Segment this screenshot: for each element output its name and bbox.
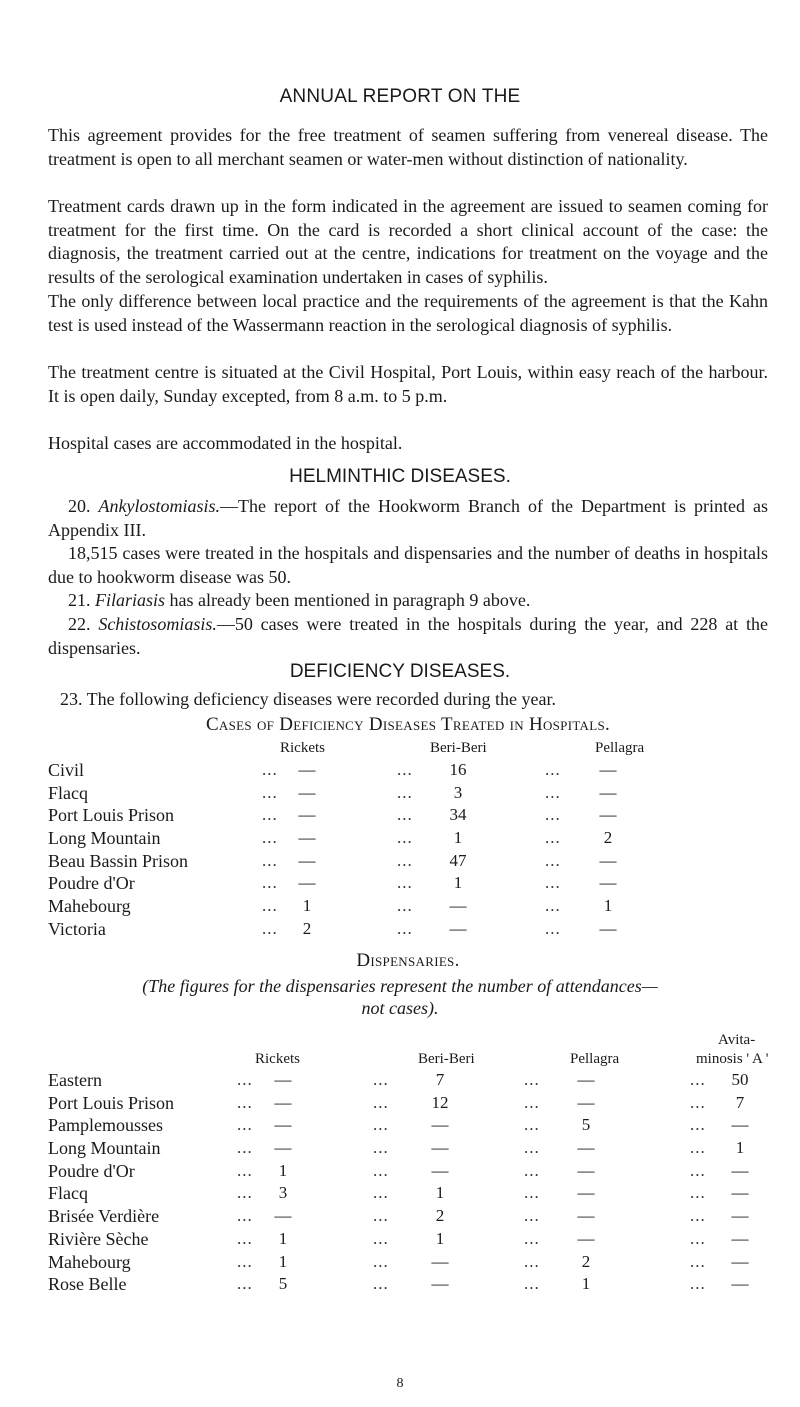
row-label: Eastern [48, 1070, 102, 1090]
dot-leader: ... [524, 1206, 540, 1226]
dot-leader: ... [690, 1092, 706, 1112]
dispensaries-table [0, 1032, 800, 1297]
dot-leader: ... [545, 805, 561, 825]
dot-leader: ... [690, 1183, 706, 1203]
dot-leader: ... [397, 828, 413, 848]
table-cell: 5 [581, 1115, 591, 1135]
dot-leader: ... [373, 1183, 389, 1203]
table-cell: 1 [453, 873, 463, 893]
table-row [0, 1274, 800, 1297]
paragraph-treatment-cards: Treatment cards drawn up in the form indicated in the agreement are issued to seamen coming for treatment for the first time. On the card is recorded a short clinical account of the case: the diagnosis, the treatment carried out at the centre, indications for treatment on the voyage and the results of the serological examination undertaken in cases of syphilis. [48, 196, 768, 287]
dot-leader: ... [524, 1115, 540, 1135]
table-row [0, 1183, 800, 1206]
table-cell: 34 [449, 805, 467, 825]
dot-leader: ... [397, 805, 413, 825]
table-cell: — [577, 1092, 595, 1112]
table-row [0, 851, 800, 874]
page-number: 8 [396, 1376, 404, 1391]
table-cell: — [599, 850, 617, 870]
paragraph-hospital-cases: Hospital cases are accommodated in the hospital. [48, 433, 403, 453]
table-row [0, 1070, 800, 1093]
table-cell: 5 [278, 1274, 288, 1294]
dot-leader: ... [373, 1228, 389, 1248]
para-number: 20. [68, 496, 91, 516]
table-cell: 3 [453, 782, 463, 802]
column-header-avitaminosis-line-2: minosis ' A ' [696, 1051, 769, 1067]
dot-leader: ... [373, 1115, 389, 1135]
dot-leader: ... [262, 828, 278, 848]
table-cell: 1 [581, 1274, 591, 1294]
table-cell: — [274, 1115, 292, 1135]
table-cell: 12 [431, 1092, 449, 1112]
para-text: —The report of the Hookworm Branch of the Department is printed as Appendix III. [48, 496, 768, 540]
table-cell: 7 [435, 1070, 445, 1089]
dot-leader: ... [545, 873, 561, 893]
table-row [0, 783, 800, 806]
table-cell: — [577, 1183, 595, 1203]
dot-leader: ... [397, 760, 413, 779]
dot-leader: ... [262, 805, 278, 825]
row-label: Mahebourg [48, 1251, 131, 1272]
dot-leader: ... [690, 1138, 706, 1158]
table-cell: 16 [449, 760, 467, 779]
column-header-pellagra: Pellagra [595, 740, 645, 756]
table-cell: — [298, 782, 316, 802]
table-cell: — [274, 1092, 292, 1112]
row-label: Civil [48, 760, 85, 780]
term-filariasis: Filariasis [95, 590, 166, 610]
table-row [0, 1138, 800, 1161]
table-cell: — [731, 1251, 749, 1271]
table-row [0, 828, 800, 851]
table-cell: — [599, 782, 617, 802]
para-number: 21. [68, 590, 91, 610]
dispensaries-table-header [0, 1032, 800, 1070]
table-cell: — [431, 1115, 449, 1135]
dot-leader: ... [545, 782, 561, 802]
table-cell: — [431, 1274, 449, 1294]
dot-leader: ... [545, 918, 561, 938]
table-cell: — [599, 873, 617, 893]
table-cell: — [577, 1206, 595, 1226]
table-cell: — [731, 1183, 749, 1203]
table-cell: — [298, 850, 316, 870]
dot-leader: ... [237, 1206, 253, 1226]
dot-leader: ... [397, 873, 413, 893]
table-cell: 2 [603, 828, 613, 848]
dot-leader: ... [524, 1183, 540, 1203]
dot-leader: ... [545, 896, 561, 916]
paragraph-schistosomiasis [48, 613, 768, 660]
dot-leader: ... [262, 850, 278, 870]
table-cell: — [731, 1274, 749, 1294]
dot-leader: ... [545, 850, 561, 870]
table-row [0, 1206, 800, 1229]
table-cell: 1 [435, 1228, 445, 1248]
paragraph-filariasis [48, 589, 768, 613]
table-cell: — [298, 760, 316, 779]
row-label: Poudre d'Or [48, 1160, 135, 1181]
paragraph-treatment-centre: The treatment centre is situated at the Civil Hospital, Port Louis, within easy reach of the harbour. It is open daily, Sunday excepted, from 8 a.m. to 5 p.m. [48, 362, 768, 406]
helminthic-heading: HELMINTHIC DISEASES. [289, 466, 511, 487]
table-cell: 1 [278, 1228, 288, 1248]
dispensaries-note-line-1: (The figures for the dispensaries represent the number of attendances— [142, 976, 658, 996]
dot-leader: ... [397, 782, 413, 802]
hospitals-table [0, 740, 800, 942]
table-cell: 1 [278, 1251, 288, 1271]
row-label: Mahebourg [48, 896, 131, 917]
table-cell: — [731, 1115, 749, 1135]
row-label: Long Mountain [48, 1138, 161, 1159]
row-label: Flacq [48, 782, 88, 803]
table-row [0, 1115, 800, 1138]
dispensaries-note [40, 975, 760, 1019]
table-cell: 3 [278, 1183, 288, 1203]
term-ankylostomiasis: Ankylostomiasis. [98, 496, 221, 516]
dot-leader: ... [237, 1115, 253, 1135]
dot-leader: ... [237, 1092, 253, 1112]
row-label: Beau Bassin Prison [48, 850, 189, 871]
table-row [0, 1252, 800, 1275]
table-row [0, 805, 800, 828]
row-label: Rivière Sèche [48, 1228, 149, 1249]
table-cell: — [431, 1160, 449, 1180]
dot-leader: ... [545, 828, 561, 848]
dot-leader: ... [373, 1251, 389, 1271]
dot-leader: ... [690, 1206, 706, 1226]
table-cell: — [577, 1070, 595, 1089]
row-label: Pamplemousses [48, 1115, 163, 1136]
table-cell: 1 [302, 896, 312, 916]
dot-leader: ... [373, 1206, 389, 1226]
hospitals-table-header [0, 740, 800, 760]
dot-leader: ... [373, 1160, 389, 1180]
para-text: has already been mentioned in paragraph 9 above. [169, 590, 531, 610]
page-title: ANNUAL REPORT ON THE [279, 86, 521, 107]
table-cell: — [431, 1138, 449, 1158]
dispensaries-note-line-2: not cases). [361, 998, 439, 1018]
dot-leader: ... [690, 1070, 706, 1089]
table-cell: — [274, 1138, 292, 1158]
dot-leader: ... [690, 1228, 706, 1248]
table-cell: — [298, 828, 316, 848]
table-cell: — [731, 1206, 749, 1226]
table-cell: — [731, 1228, 749, 1248]
dot-leader: ... [262, 782, 278, 802]
para-text: —50 cases were treated in the hospitals during the year, and 228 at the dispensaries. [48, 614, 768, 658]
table-cell: 50 [731, 1070, 749, 1089]
table-cell: — [298, 805, 316, 825]
table-cell: — [274, 1206, 292, 1226]
row-label: Poudre d'Or [48, 873, 135, 894]
table-cell: — [599, 805, 617, 825]
dot-leader: ... [237, 1070, 253, 1089]
paragraph-agreement: This agreement provides for the free treatment of seamen suffering from venereal disease. The treatment is open to all merchant seamen or water-men without distinction of nationality. [48, 125, 768, 169]
table-cell: — [599, 760, 617, 779]
row-label: Flacq [48, 1183, 88, 1204]
table-cell: — [449, 896, 467, 916]
table-cell: — [577, 1138, 595, 1158]
row-label: Brisée Verdière [48, 1206, 160, 1227]
table-cell: 2 [581, 1251, 591, 1271]
table-cell: — [731, 1160, 749, 1180]
table-cell: 1 [278, 1160, 288, 1180]
row-label: Port Louis Prison [48, 1092, 175, 1113]
dot-leader: ... [545, 760, 561, 779]
table-row [0, 896, 800, 919]
table-row [0, 760, 800, 783]
dot-leader: ... [524, 1228, 540, 1248]
column-header-avitaminosis-line-1: Avita- [718, 1032, 756, 1048]
paragraph-deficiency-intro: 23. The following deficiency diseases were recorded during the year. [60, 689, 556, 709]
table-row [0, 1093, 800, 1116]
column-header-pellagra: Pellagra [570, 1051, 620, 1067]
dot-leader: ... [237, 1160, 253, 1180]
table-cell: — [449, 918, 467, 938]
table-cell: 2 [302, 918, 312, 938]
dot-leader: ... [237, 1274, 253, 1294]
dot-leader: ... [524, 1160, 540, 1180]
dot-leader: ... [262, 873, 278, 893]
term-schistosomiasis: Schistosomiasis. [98, 614, 217, 634]
dot-leader: ... [690, 1251, 706, 1271]
table-cell: 1 [603, 896, 613, 916]
paragraph-kahn-test: The only difference between local practice and the requirements of the agreement is that the Kahn test is used instead of the Wassermann reaction in the serological diagnosis of syphilis. [48, 291, 768, 335]
dot-leader: ... [524, 1070, 540, 1089]
table-cell: — [274, 1070, 292, 1089]
dot-leader: ... [237, 1228, 253, 1248]
dot-leader: ... [373, 1070, 389, 1089]
table-cell: — [298, 873, 316, 893]
column-header-beri-beri: Beri-Beri [418, 1051, 475, 1067]
row-label: Rose Belle [48, 1274, 127, 1295]
table-row [0, 919, 800, 942]
dispensaries-table-title: Dispensaries. [356, 950, 460, 971]
table-cell: 7 [735, 1092, 745, 1112]
paragraph-ankylostomiasis [48, 495, 768, 542]
dot-leader: ... [237, 1183, 253, 1203]
hospitals-table-title: Cases of Deficiency Diseases Treated in Hospitals. [205, 714, 611, 735]
dot-leader: ... [373, 1092, 389, 1112]
table-cell: — [577, 1228, 595, 1248]
para-number: 22. [68, 614, 91, 634]
dot-leader: ... [690, 1115, 706, 1135]
dot-leader: ... [397, 850, 413, 870]
dot-leader: ... [237, 1138, 253, 1158]
table-cell: 1 [435, 1183, 445, 1203]
dot-leader: ... [262, 918, 278, 938]
dot-leader: ... [237, 1251, 253, 1271]
dot-leader: ... [524, 1092, 540, 1112]
column-header-rickets: Rickets [280, 740, 325, 756]
table-cell: 1 [735, 1138, 745, 1158]
table-cell: 2 [435, 1206, 445, 1226]
table-row [0, 1229, 800, 1252]
row-label: Victoria [48, 918, 106, 939]
table-cell: — [599, 918, 617, 938]
dot-leader: ... [690, 1274, 706, 1294]
paragraph-hookworm-deaths: 18,515 cases were treated in the hospitals and dispensaries and the number of deaths in hospitals due to hookworm disease was 50. [48, 543, 768, 587]
table-cell: — [577, 1160, 595, 1180]
dot-leader: ... [690, 1160, 706, 1180]
dot-leader: ... [262, 760, 278, 779]
table-cell: 47 [449, 850, 467, 870]
dot-leader: ... [397, 896, 413, 916]
dot-leader: ... [373, 1138, 389, 1158]
row-label: Long Mountain [48, 828, 161, 849]
dot-leader: ... [524, 1274, 540, 1294]
dot-leader: ... [397, 918, 413, 938]
dot-leader: ... [524, 1138, 540, 1158]
table-row [0, 1161, 800, 1184]
dot-leader: ... [262, 896, 278, 916]
deficiency-heading: DEFICIENCY DISEASES. [289, 661, 511, 682]
column-header-rickets: Rickets [255, 1051, 300, 1067]
table-row [0, 873, 800, 896]
table-cell: 1 [453, 828, 463, 848]
table-cell: — [431, 1251, 449, 1271]
row-label: Port Louis Prison [48, 805, 175, 826]
dot-leader: ... [373, 1274, 389, 1294]
column-header-beri-beri: Beri-Beri [430, 740, 487, 756]
dot-leader: ... [524, 1251, 540, 1271]
